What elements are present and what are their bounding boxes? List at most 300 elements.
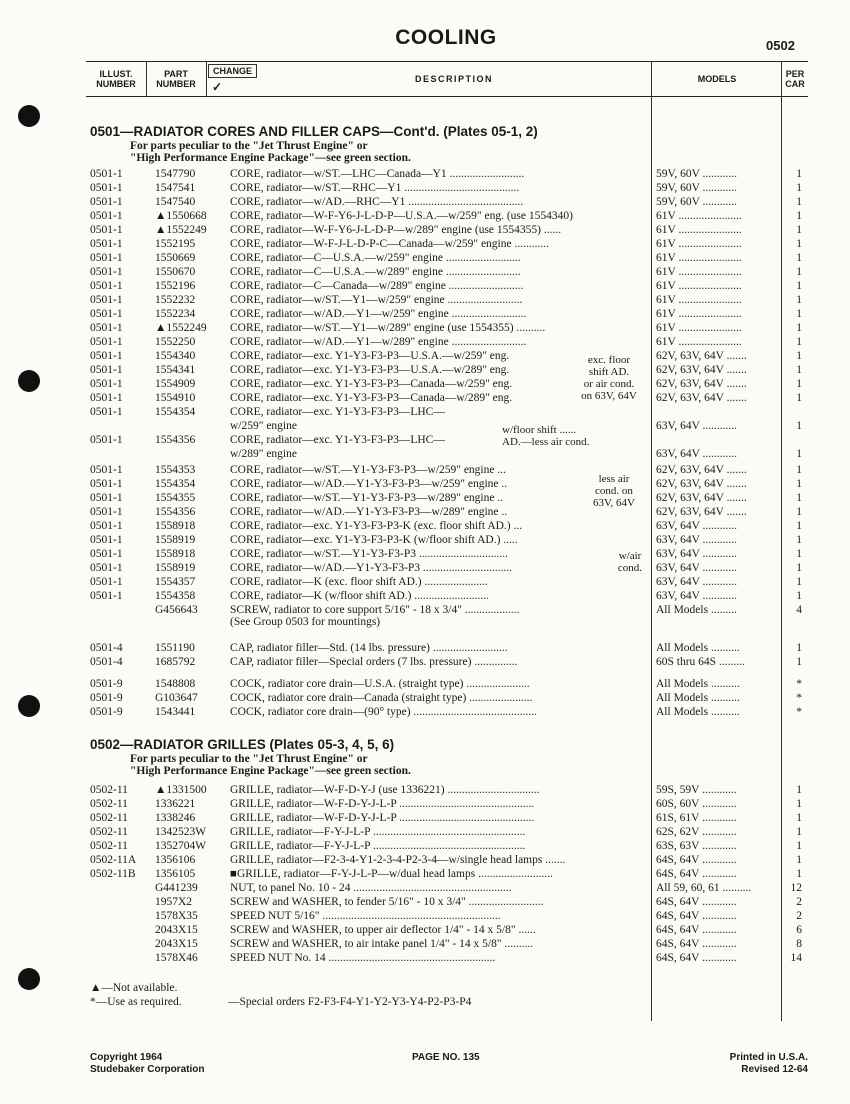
illust-number: 0501-1 — [90, 224, 123, 236]
description: CAP, radiator filler—Special orders (7 lbs. pressure) ............... — [230, 656, 518, 668]
models: All Models .......... — [656, 692, 740, 704]
illust-number: 0501-1 — [90, 168, 123, 180]
part-number: 1558918 — [155, 520, 196, 532]
models: All Models .......... — [656, 706, 740, 718]
description: CORE, radiator—exc. Y1-Y3-F3-P3—LHC— — [230, 406, 445, 418]
table-row — [0, 491, 850, 505]
description: GRILLE, radiator—F-Y-J-L-P ..................................................... — [230, 826, 526, 838]
models: 59V, 60V ............ — [656, 182, 738, 194]
description: GRILLE, radiator—F2-3-4-Y1-2-3-4-P2-3-4—w/single head lamps ....... — [230, 854, 566, 866]
per-car: 2 — [796, 896, 802, 908]
table-row — [0, 615, 850, 629]
illust-number: 0501-1 — [90, 280, 123, 292]
part-number: 1685792 — [155, 656, 196, 668]
models: 61V ...................... — [656, 252, 742, 264]
per-car: 1 — [796, 854, 802, 866]
per-car: 14 — [790, 952, 802, 964]
description: CAP, radiator filler—Std. (14 lbs. pressure) .......................... — [230, 642, 508, 654]
illust-number: 0501-1 — [90, 392, 123, 404]
per-car: 1 — [796, 182, 802, 194]
table-row — [0, 391, 850, 405]
description: CORE, radiator—K (exc. floor shift AD.) ...................... — [230, 576, 488, 588]
illust-number: 0501-1 — [90, 266, 123, 278]
description: CORE, radiator—w/AD.—Y1—w/259" engine .......................... — [230, 308, 527, 320]
description: w/289" engine — [230, 448, 297, 460]
part-number: 1554356 — [155, 434, 196, 446]
per-car: 1 — [796, 280, 802, 292]
illust-number: 0502-11 — [90, 826, 128, 838]
footer-printed: Printed in U.S.A. Revised 12-64 — [729, 1052, 808, 1075]
checkmark-icon: ✓ — [212, 80, 223, 94]
models: 64S, 64V ............ — [656, 854, 737, 866]
models: 63V, 64V ............ — [656, 590, 738, 602]
models: 61V ...................... — [656, 336, 742, 348]
illust-number: 0501-9 — [90, 692, 123, 704]
col-models: MODELS — [697, 74, 737, 84]
part-number: 1578X35 — [155, 910, 198, 922]
per-car: * — [796, 678, 802, 690]
per-car: * — [796, 706, 802, 718]
description: CORE, radiator—w/ST.—Y1-Y3-F3-P3—w/259" engine ... — [230, 464, 506, 476]
part-number: 1547541 — [155, 182, 196, 194]
per-car: 1 — [796, 478, 802, 490]
models: 64S, 64V ............ — [656, 896, 737, 908]
per-car: 1 — [796, 656, 802, 668]
table-row — [0, 335, 850, 349]
part-number: G456643 — [155, 604, 198, 616]
part-number: 1578X46 — [155, 952, 198, 964]
column-header — [86, 61, 808, 97]
table-row — [0, 655, 850, 669]
part-number: 1554354 — [155, 406, 196, 418]
table-row — [0, 519, 850, 533]
models: All 59, 60, 61 .......... — [656, 882, 752, 894]
per-car: 1 — [796, 840, 802, 852]
illust-number: 0501-1 — [90, 590, 123, 602]
per-car: * — [796, 692, 802, 704]
per-car: 1 — [796, 784, 802, 796]
brace-note: w/floor shift ...... AD.—less air cond. — [502, 424, 590, 448]
illust-number: 0501-1 — [90, 464, 123, 476]
models: 64S, 64V ............ — [656, 924, 737, 936]
part-number: 1352704W — [155, 840, 207, 852]
part-number: 1356105 — [155, 868, 196, 880]
description: GRILLE, radiator—W-F-D-Y-J-L-P ............................................... — [230, 798, 535, 810]
part-number: 2043X15 — [155, 924, 198, 936]
brace-note: w/air cond. — [617, 550, 643, 574]
illust-number: 0501-1 — [90, 576, 123, 588]
illust-number: 0502-11 — [90, 812, 128, 824]
models: 62V, 63V, 64V ....... — [656, 506, 747, 518]
per-car: 6 — [796, 924, 802, 936]
table-row — [0, 811, 850, 825]
part-number: 1554354 — [155, 478, 196, 490]
per-car: 1 — [796, 826, 802, 838]
part-number: 1554357 — [155, 576, 196, 588]
models: 62V, 63V, 64V ....... — [656, 392, 747, 404]
part-number: 1554341 — [155, 364, 196, 376]
description: CORE, radiator—w/ST.—Y1-Y3-F3-P3—w/289" engine .. — [230, 492, 504, 504]
models: 63V, 64V ............ — [656, 548, 738, 560]
description: SCREW, radiator to core support 5/16" - 18 x 3/4" ................... — [230, 604, 520, 616]
illust-number: 0501-1 — [90, 506, 123, 518]
table-row — [0, 923, 850, 937]
illust-number: 0501-1 — [90, 434, 123, 446]
models: 64S, 64V ............ — [656, 868, 737, 880]
description: CORE, radiator—w/AD.—Y1—w/289" engine .......................... — [230, 336, 527, 348]
description: CORE, radiator—exc. Y1-Y3-F3-P3—Canada—w/259" eng. — [230, 378, 513, 390]
table-row — [0, 853, 850, 867]
description: CORE, radiator—w/AD.—Y1-Y3-F3-P3 ............................... — [230, 562, 513, 574]
per-car: 1 — [796, 210, 802, 222]
description: CORE, radiator—w/AD.—RHC—Y1 ........................................ — [230, 196, 524, 208]
table-row — [0, 505, 850, 519]
table-row — [0, 419, 850, 433]
section-note: "High Performance Engine Package"—see green section. — [130, 152, 411, 164]
illust-number: 0501-1 — [90, 322, 123, 334]
per-car: 1 — [796, 520, 802, 532]
table-row — [0, 167, 850, 181]
section-note: "High Performance Engine Package"—see green section. — [130, 765, 411, 777]
footnote: —Special orders F2-F3-F4-Y1-Y2-Y3-Y4-P2-P3-P4 — [228, 996, 472, 1008]
section-note: For parts peculiar to the "Jet Thrust Engine" or — [130, 140, 368, 152]
description: CORE, radiator—w/ST.—Y1—w/259" engine .......................... — [230, 294, 523, 306]
models: 61V ...................... — [656, 280, 742, 292]
models: 62V, 63V, 64V ....... — [656, 478, 747, 490]
illust-number: 0501-1 — [90, 562, 123, 574]
description: CORE, radiator—W-F-Y6-J-L-D-P—U.S.A.—w/259" eng. (use 1554340) — [230, 210, 573, 222]
description: CORE, radiator—w/AD.—Y1-Y3-F3-P3—w/289" engine .. — [230, 506, 508, 518]
table-row — [0, 797, 850, 811]
part-number: 1356106 — [155, 854, 196, 866]
table-row — [0, 641, 850, 655]
per-car: 1 — [796, 168, 802, 180]
section-note: For parts peculiar to the "Jet Thrust Engine" or — [130, 753, 368, 765]
part-number: 1554340 — [155, 350, 196, 362]
page-title: COOLING — [395, 26, 497, 49]
models: 63V, 64V ............ — [656, 448, 738, 460]
description: CORE, radiator—C—U.S.A.—w/259" engine .......................... — [230, 252, 521, 264]
table-row — [0, 195, 850, 209]
section-title: 0502—RADIATOR GRILLES (Plates 05-3, 4, 5, 6) — [90, 737, 395, 752]
per-car: 1 — [796, 392, 802, 404]
illust-number: 0501-1 — [90, 364, 123, 376]
part-number: 1554353 — [155, 464, 196, 476]
description: CORE, radiator—exc. Y1-Y3-F3-P3—Canada—w/289" eng. — [230, 392, 513, 404]
illust-number: 0501-9 — [90, 706, 123, 718]
table-row — [0, 237, 850, 251]
per-car: 8 — [796, 938, 802, 950]
part-number: 1558918 — [155, 548, 196, 560]
models: 64S, 64V ............ — [656, 910, 737, 922]
footer-copyright: Copyright 1964 Studebaker Corporation — [90, 1052, 205, 1075]
part-number: 1552250 — [155, 336, 196, 348]
description: (See Group 0503 for mountings) — [230, 616, 381, 628]
description: CORE, radiator—exc. Y1-Y3-F3-P3-K (w/floor shift AD.) ..... — [230, 534, 518, 546]
per-car: 1 — [796, 252, 802, 264]
per-car: 1 — [796, 464, 802, 476]
models: 60S, 60V ............ — [656, 798, 737, 810]
illust-number: 0501-1 — [90, 350, 123, 362]
illust-number: 0501-1 — [90, 196, 123, 208]
table-row — [0, 561, 850, 575]
table-row — [0, 825, 850, 839]
description: COCK, radiator core drain—(90° type) ........................................... — [230, 706, 538, 718]
table-row — [0, 293, 850, 307]
part-number: 1552234 — [155, 308, 196, 320]
footer-page-number: PAGE NO. 135 — [412, 1052, 480, 1063]
models: 64S, 64V ............ — [656, 952, 737, 964]
part-number: ▲1552249 — [155, 322, 207, 334]
table-row — [0, 349, 850, 363]
part-number: G103647 — [155, 692, 198, 704]
col-change: CHANGE — [208, 64, 257, 78]
per-car: 1 — [796, 350, 802, 362]
description: CORE, radiator—w/ST.—RHC—Y1 ........................................ — [230, 182, 520, 194]
description: NUT, to panel No. 10 - 24 ....................................................... — [230, 882, 512, 894]
table-row — [0, 181, 850, 195]
models: 62V, 63V, 64V ....... — [656, 378, 747, 390]
description: CORE, radiator—w/ST.—Y1-Y3-F3-P3 ............................... — [230, 548, 509, 560]
description: CORE, radiator—K (w/floor shift AD.) .......................... — [230, 590, 490, 602]
models: 63V, 64V ............ — [656, 534, 738, 546]
description: CORE, radiator—w/ST.—LHC—Canada—Y1 .......................... — [230, 168, 525, 180]
per-car: 1 — [796, 224, 802, 236]
table-row — [0, 447, 850, 461]
illust-number: 0501-1 — [90, 252, 123, 264]
illust-number: 0501-1 — [90, 336, 123, 348]
description: GRILLE, radiator—W-F-D-Y-J (use 1336221) ................................ — [230, 784, 540, 796]
illust-number: 0502-11 — [90, 784, 128, 796]
description: CORE, radiator—w/AD.—Y1-Y3-F3-P3—w/259" engine .. — [230, 478, 508, 490]
table-row — [0, 677, 850, 691]
description: COCK, radiator core drain—Canada (straight type) ...................... — [230, 692, 533, 704]
models: 62V, 63V, 64V ....... — [656, 350, 747, 362]
part-number: 1548808 — [155, 678, 196, 690]
table-row — [0, 209, 850, 223]
description: CORE, radiator—exc. Y1-Y3-F3-P3-K (exc. floor shift AD.) ... — [230, 520, 523, 532]
table-row — [0, 405, 850, 419]
binder-hole — [18, 968, 40, 990]
models: 61V ...................... — [656, 308, 742, 320]
part-number: ▲1552249 — [155, 224, 207, 236]
part-number: 1554358 — [155, 590, 196, 602]
table-row — [0, 839, 850, 853]
part-number: 2043X15 — [155, 938, 198, 950]
part-number: 1554910 — [155, 392, 196, 404]
models: 62V, 63V, 64V ....... — [656, 464, 747, 476]
illust-number: 0501-1 — [90, 210, 123, 222]
table-row — [0, 363, 850, 377]
models: 61V ...................... — [656, 238, 742, 250]
rule — [146, 61, 147, 97]
per-car: 1 — [796, 196, 802, 208]
rule — [206, 61, 207, 97]
illust-number: 0501-1 — [90, 406, 123, 418]
table-row — [0, 881, 850, 895]
part-number: 1342523W — [155, 826, 207, 838]
per-car: 1 — [796, 642, 802, 654]
illust-number: 0502-11B — [90, 868, 136, 880]
part-number: 1552232 — [155, 294, 196, 306]
group-code: 0502 — [766, 38, 795, 53]
illust-number: 0501-4 — [90, 656, 123, 668]
table-row — [0, 589, 850, 603]
brace-note: exc. floor shift AD. or air cond. on 63V, 64V — [581, 354, 637, 402]
models: 59S, 59V ............ — [656, 784, 737, 796]
description: CORE, radiator—W-F-J-L-D-P-C—Canada—w/259" engine ............ — [230, 238, 549, 250]
illust-number: 0502-11 — [90, 840, 128, 852]
models: 61V ...................... — [656, 322, 742, 334]
table-row — [0, 937, 850, 951]
col-part: PART NUMBER — [156, 69, 196, 89]
part-number: 1547790 — [155, 168, 196, 180]
part-number: 1550669 — [155, 252, 196, 264]
description: CORE, radiator—w/ST.—Y1—w/289" engine (use 1554355) .......... — [230, 322, 546, 334]
models: 62V, 63V, 64V ....... — [656, 364, 747, 376]
per-car: 1 — [796, 562, 802, 574]
description: CORE, radiator—W-F-Y6-J-L-D-P—w/289" engine (use 1554355) ...... — [230, 224, 562, 236]
footnote: *—Use as required. — [90, 996, 182, 1008]
per-car: 1 — [796, 798, 802, 810]
models: 63S, 63V ............ — [656, 840, 737, 852]
models: 62S, 62V ............ — [656, 826, 737, 838]
table-row — [0, 321, 850, 335]
illust-number: 0501-1 — [90, 534, 123, 546]
col-description: DESCRIPTION — [414, 74, 493, 84]
part-number: 1550670 — [155, 266, 196, 278]
part-number: 1336221 — [155, 798, 196, 810]
per-car: 1 — [796, 534, 802, 546]
models: 60S thru 64S ......... — [656, 656, 745, 668]
description: GRILLE, radiator—F-Y-J-L-P ..................................................... — [230, 840, 526, 852]
models: 62V, 63V, 64V ....... — [656, 492, 747, 504]
part-number: 1558919 — [155, 534, 196, 546]
description: CORE, radiator—exc. Y1-Y3-F3-P3—U.S.A.—w/289" eng. — [230, 364, 510, 376]
table-row — [0, 705, 850, 719]
part-number: 1551190 — [155, 642, 195, 654]
binder-hole — [18, 105, 40, 127]
illust-number: 0501-9 — [90, 678, 123, 690]
models: 63V, 64V ............ — [656, 520, 738, 532]
illust-number: 0501-1 — [90, 378, 123, 390]
table-row — [0, 867, 850, 881]
part-number: 1957X2 — [155, 896, 193, 908]
description: CORE, radiator—C—U.S.A.—w/289" engine .......................... — [230, 266, 521, 278]
part-number: 1552195 — [155, 238, 196, 250]
description: SPEED NUT No. 14 .......................................................... — [230, 952, 496, 964]
table-row — [0, 783, 850, 797]
illust-number: 0501-1 — [90, 238, 123, 250]
part-number: G441239 — [155, 882, 198, 894]
per-car: 12 — [790, 882, 802, 894]
models: 61V ...................... — [656, 210, 742, 222]
models: 64S, 64V ............ — [656, 938, 737, 950]
per-car: 1 — [796, 308, 802, 320]
per-car: 1 — [796, 492, 802, 504]
table-row — [0, 533, 850, 547]
models: 59V, 60V ............ — [656, 168, 738, 180]
table-row — [0, 377, 850, 391]
description: GRILLE, radiator—W-F-D-Y-J-L-P ............................................... — [230, 812, 535, 824]
part-number: 1554356 — [155, 506, 196, 518]
part-number: 1338246 — [155, 812, 196, 824]
models: 61V ...................... — [656, 266, 742, 278]
table-row — [0, 951, 850, 965]
part-number: 1543441 — [155, 706, 196, 718]
table-row — [0, 691, 850, 705]
part-number: 1558919 — [155, 562, 196, 574]
per-car: 1 — [796, 336, 802, 348]
models: All Models .......... — [656, 678, 740, 690]
table-row — [0, 463, 850, 477]
section-title: 0501—RADIATOR CORES AND FILLER CAPS—Cont'd. (Plates 05-1, 2) — [90, 124, 538, 139]
description: ■GRILLE, radiator—F-Y-J-L-P—w/dual head lamps .......................... — [230, 868, 553, 880]
per-car: 1 — [796, 364, 802, 376]
description: SCREW and WASHER, to upper air deflector 1/4" - 14 x 5/8" ...... — [230, 924, 536, 936]
table-row — [0, 909, 850, 923]
description: SPEED NUT 5/16" .............................................................. — [230, 910, 501, 922]
per-car: 1 — [796, 506, 802, 518]
per-car: 2 — [796, 910, 802, 922]
illust-number: 0501-1 — [90, 308, 123, 320]
per-car: 1 — [796, 266, 802, 278]
illust-number: 0501-1 — [90, 548, 123, 560]
description: COCK, radiator core drain—U.S.A. (straight type) ...................... — [230, 678, 530, 690]
description: SCREW and WASHER, to air intake panel 1/4" - 14 x 5/8" .......... — [230, 938, 534, 950]
part-number: ▲1550668 — [155, 210, 207, 222]
part-number: 1554909 — [155, 378, 196, 390]
part-number: 1552196 — [155, 280, 196, 292]
models: All Models ......... — [656, 604, 737, 616]
per-car: 1 — [796, 590, 802, 602]
illust-number: 0502-11 — [90, 798, 128, 810]
table-row — [0, 575, 850, 589]
table-row — [0, 251, 850, 265]
models: 61V ...................... — [656, 224, 742, 236]
description: w/259" engine — [230, 420, 297, 432]
table-row — [0, 895, 850, 909]
description: SCREW and WASHER, to fender 5/16" - 10 x 3/4" .......................... — [230, 896, 544, 908]
table-row — [0, 433, 850, 447]
per-car: 1 — [796, 448, 802, 460]
per-car: 1 — [796, 548, 802, 560]
description: CORE, radiator—exc. Y1-Y3-F3-P3—U.S.A.—w/259" eng. — [230, 350, 510, 362]
part-number: 1547540 — [155, 196, 196, 208]
table-row — [0, 279, 850, 293]
models: 63V, 64V ............ — [656, 420, 738, 432]
per-car: 1 — [796, 576, 802, 588]
models: All Models .......... — [656, 642, 740, 654]
per-car: 1 — [796, 322, 802, 334]
illust-number: 0501-1 — [90, 478, 123, 490]
col-per-car: PER CAR — [785, 69, 805, 89]
per-car: 1 — [796, 294, 802, 306]
per-car: 1 — [796, 420, 802, 432]
per-car: 1 — [796, 812, 802, 824]
brace-note: less air cond. on 63V, 64V — [593, 473, 635, 509]
col-illust: ILLUST. NUMBER — [96, 69, 136, 89]
per-car: 1 — [796, 868, 802, 880]
models: 61V ...................... — [656, 294, 742, 306]
models: 59V, 60V ............ — [656, 196, 738, 208]
table-row — [0, 547, 850, 561]
description: CORE, radiator—exc. Y1-Y3-F3-P3—LHC— — [230, 434, 445, 446]
illust-number: 0501-1 — [90, 520, 123, 532]
per-car: 1 — [796, 238, 802, 250]
footnote: ▲—Not available. — [90, 982, 178, 994]
models: 61S, 61V ............ — [656, 812, 737, 824]
